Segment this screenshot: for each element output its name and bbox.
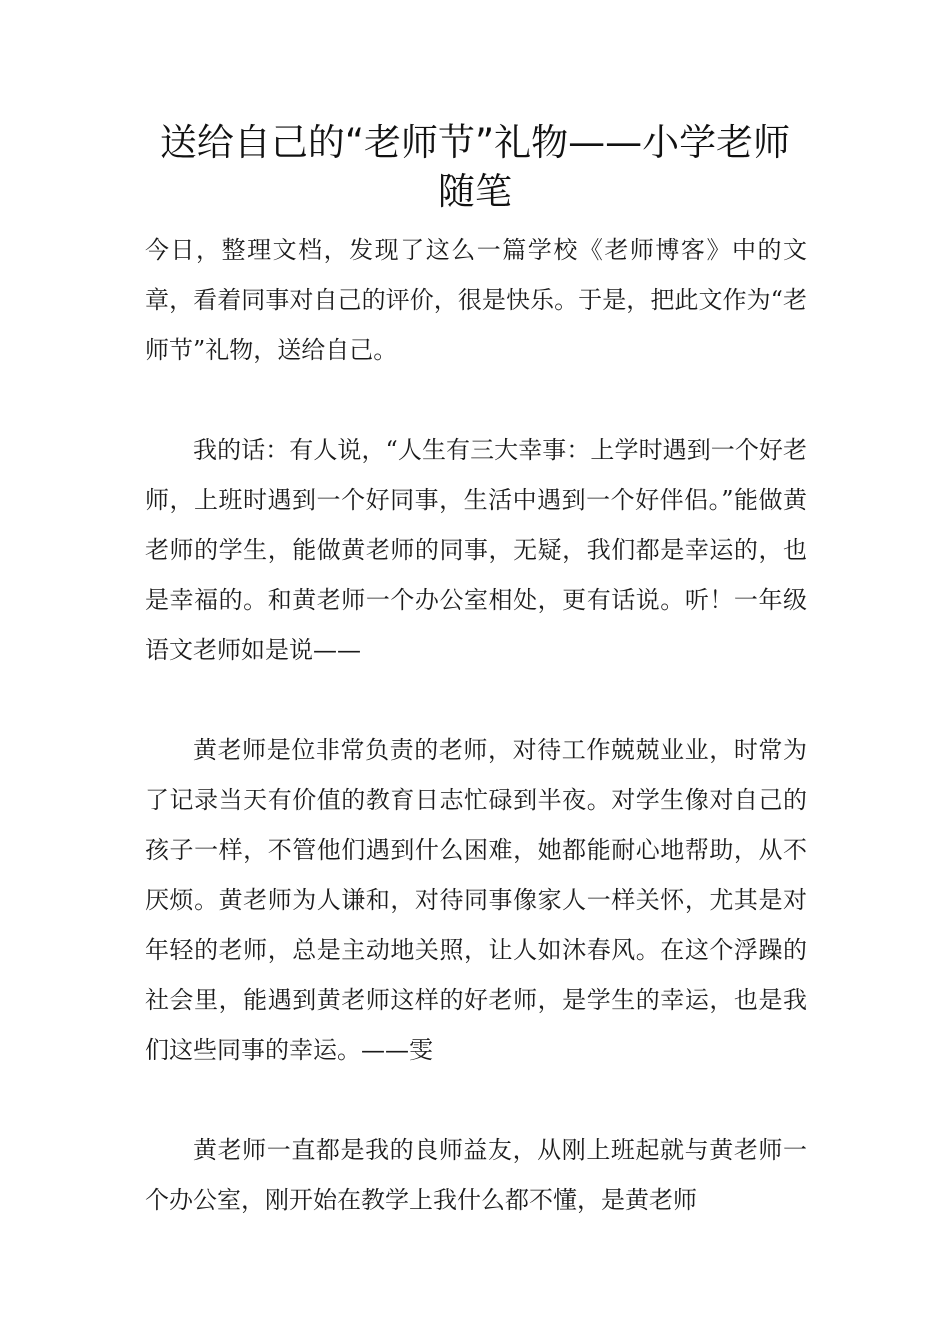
paragraph-spacer (145, 1075, 807, 1125)
mentor-paragraph: 黄老师一直都是我的良师益友，从刚上班起就与黄老师一个办公室，刚开始在教学上我什么都不懂，是黄老师 (145, 1136, 807, 1214)
document-title: 送给自己的“老师节”礼物——小学老师随笔 (159, 121, 791, 213)
paragraph-spacer (145, 675, 807, 725)
my-words-paragraph: 我的话：有人说，“人生有三大幸事：上学时遇到一个好老师，上班时遇到一个好同事，生活中遇到一个好伴侣。”能做黄老师的学生，能做黄老师的同事，无疑，我们都是幸运的，也是幸福的。和黄老师一个办公室相处，更有话说。听！一年级语文老师如是说—— (145, 436, 807, 664)
colleague-quote-paragraph: 黄老师是位非常负责的老师，对待工作兢兢业业，时常为了记录当天有价值的教育日志忙碌到半夜。对学生像对自己的孩子一样，不管他们遇到什么困难，她都能耐心地帮助，从不厌烦。黄老师为人谦和，对待同事像家人一样关怀，尤其是对年轻的老师，总是主动地关照，让人如沐春风。在这个浮躁的社会里，能遇到黄老师这样的好老师，是学生的幸运，也是我们这些同事的幸运。——雯 (145, 736, 807, 1064)
document-body (145, 225, 807, 1225)
paragraph-spacer (145, 375, 807, 425)
intro-paragraph: 今日，整理文档，发现了这么一篇学校《老师博客》中的文章，看着同事对自己的评价，很是快乐。于是，把此文作为“老师节”礼物，送给自己。 (145, 236, 807, 364)
